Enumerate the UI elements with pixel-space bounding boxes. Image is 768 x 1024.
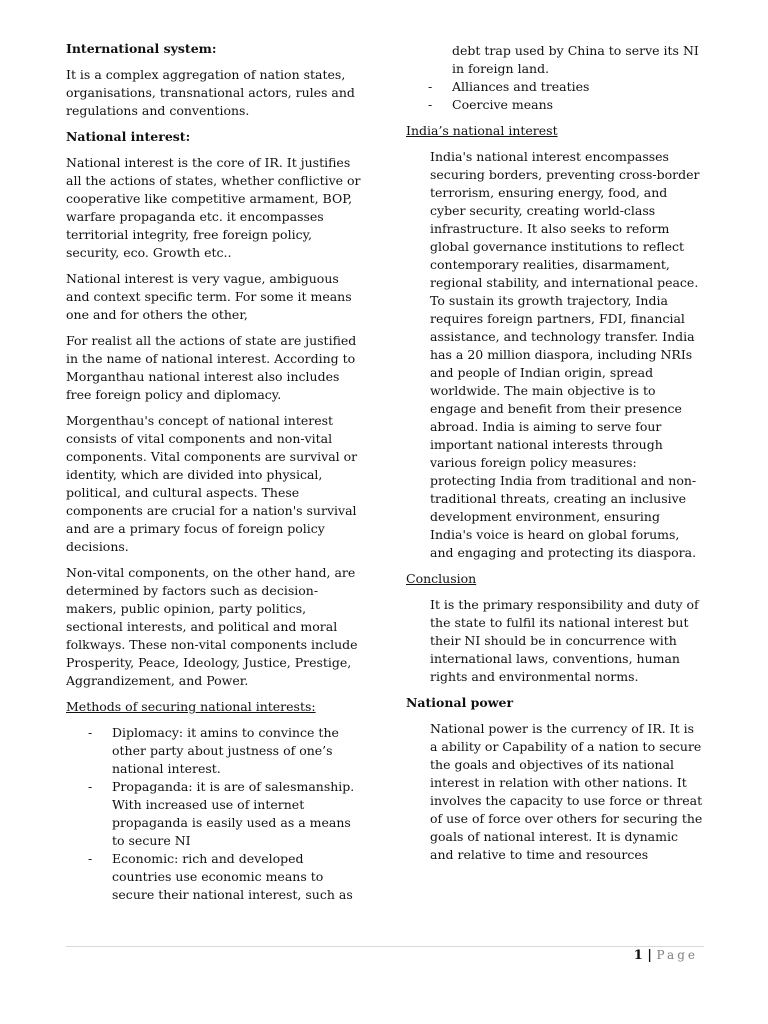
- paragraph-international-system: It is a complex aggregation of nation states, organisations, transnational actors, rules and regulations and conventions.: [66, 67, 355, 118]
- paragraph-morgenthau: Morgenthau's concept of national interest consists of vital components and non-vital components. Vital components are survival or identity, which are divided into physical, political, and cultural aspects. These components are crucial for a nation's survival and are a primary focus of foreign policy decisions.: [66, 413, 358, 554]
- paragraph-national-interest-3: For realist all the actions of state are justified in the name of national interest. According to Morganthau national interest also includes free foreign policy and diplomacy.: [66, 333, 357, 402]
- paragraph-conclusion: It is the primary responsibility and duty of the state to fulfil its national interest but their NI should be in concurrence with international laws, conventions, human rights and environmental norms.: [430, 597, 699, 684]
- page-label: Page: [656, 948, 698, 962]
- heading-national-interest: National interest:: [66, 129, 191, 144]
- paragraph-national-interest-2: National interest is very vague, ambiguous and context specific term. For some it means one and for others the other,: [66, 271, 352, 322]
- paragraph-national-power: National power is the currency of IR. It is a ability or Capability of a nation to secure the goals and objectives of its national interest in relation with other nations. It involves the capacity to use force or threat of use of force over others for securing the goals of national interest. It is dynamic and relative to time and resources: [430, 721, 703, 862]
- heading-conclusion: Conclusion: [406, 571, 477, 586]
- methods-list-continued: [406, 78, 704, 114]
- heading-international-system: International system:: [66, 41, 217, 56]
- list-item-economic-continued: debt trap used by China to serve its NI in foreign land.: [452, 43, 699, 76]
- heading-national-power: National power: [406, 695, 514, 710]
- list-item-coercive: - Coercive means: [428, 96, 704, 114]
- page-number: 1: [633, 948, 643, 963]
- page-separator: |: [642, 948, 657, 963]
- paragraph-national-interest-1: National interest is the core of IR. It justifies all the actions of states, whether conflictive or cooperative like competitive armament, BOP, warfare propaganda etc. it encompasses territorial integrity, free foreign policy, security, eco. Growth etc..: [66, 155, 361, 260]
- paragraph-non-vital: Non-vital components, on the other hand, are determined by factors such as decision-makers, public opinion, party politics, sectional interests, and political and moral folkways. These non-vital components include Prosperity, Peace, Ideology, Justice, Prestige, Aggrandizement, and Power.: [66, 565, 358, 688]
- page-footer: [634, 948, 698, 963]
- right-column: [406, 42, 704, 872]
- methods-list: [66, 724, 366, 904]
- list-item-diplomacy: - Diplomacy: it amins to convince the other party about justness of one’s national interest.: [88, 724, 366, 778]
- list-item-economic: - Economic: rich and developed countries use economic means to secure their national interest, such as: [88, 850, 366, 904]
- heading-methods: Methods of securing national interests:: [66, 699, 316, 714]
- list-item-alliances: - Alliances and treaties: [428, 78, 704, 96]
- heading-india-national-interest: India’s national interest: [406, 123, 558, 138]
- footer-divider: [66, 946, 704, 947]
- list-item-propaganda: - Propaganda: it is are of salesmanship. With increased use of internet propaganda is easily used as a means to secure NI: [88, 778, 366, 850]
- left-column: [66, 40, 366, 904]
- paragraph-india-national-interest: India's national interest encompasses securing borders, preventing cross-border terrorism, ensuring energy, food, and cyber security, creating world-class infrastructure. It also seeks to reform global governance institutions to reflect contemporary realities, disarmament, regional stability, and international peace. To sustain its growth trajectory, India requires foreign partners, FDI, financial assistance, and technology transfer. India has a 20 million diaspora, including NRIs and people of Indian origin, spread worldwide. The main objective is to engage and benefit from their presence abroad. India is aiming to serve four important national interests through various foreign policy measures: protecting India from traditional and non-traditional threats, creating an inclusive development environment, ensuring India's voice is heard on global forums, and engaging and protecting its diaspora.: [430, 149, 700, 560]
